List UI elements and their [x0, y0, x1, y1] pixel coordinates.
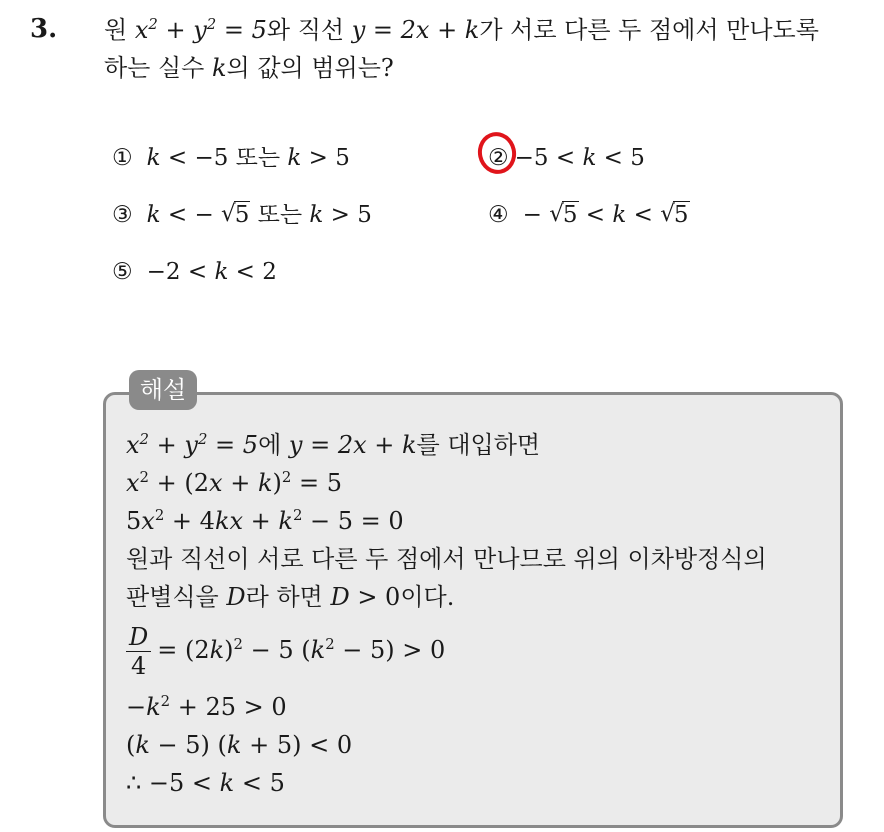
choice-3-mark: ③: [112, 202, 133, 228]
question-stem-line-1: [104, 14, 864, 47]
solution-line-4: 원과 직선이 서로 다른 두 점에서 만나므로 위의 이차방정식의: [126, 545, 767, 573]
solution-line-3: $5x^2 + 4kx + k^2 - 5 = 0$: [126, 506, 404, 535]
solution-line-1-mid: 에: [258, 431, 289, 459]
choice-2-mark: ②: [488, 145, 509, 171]
choice-4-mark: ④: [488, 202, 509, 228]
choice-5-text: −2 < k < 2: [146, 259, 277, 285]
choice-4[interactable]: [488, 200, 690, 230]
variable-k: k: [212, 54, 227, 82]
choice-2-text: −5 < k < 5: [514, 145, 645, 171]
choice-1[interactable]: [112, 143, 350, 173]
stem-text-5: 의 값의 범위는?: [226, 54, 394, 82]
choice-1-text: k < −5 또는 k > 5: [146, 145, 350, 171]
choice-4-text: − √ 5 < k < √ 5: [523, 202, 690, 228]
solution-line-5: 판별식을 D라 하면 D > 0이다.: [126, 583, 455, 611]
stem-text-1: 원: [104, 16, 135, 44]
question-number: 3.: [30, 14, 58, 44]
solution-line-6: $\frac{D}{4}$ = $(2k)^2 - 5$ $(k^2 - 5) > 0$: [126, 620, 445, 680]
solution-line-2: $x^2 + (2x + k)^2 = 5$: [126, 468, 342, 497]
circle-equation: $x^2 + y^2 = 5$: [134, 15, 267, 44]
solution-tag: 해설: [129, 370, 197, 410]
choice-5-mark: ⑤: [112, 259, 133, 285]
choice-3-text: k < − √ 5 또는 k > 5: [147, 202, 372, 228]
solution-line-1-end: 를 대입하면: [416, 431, 541, 459]
choice-5[interactable]: [112, 257, 277, 287]
solution-line-9: ∴ −5 < k < 5: [126, 769, 285, 797]
solution-line-8: (k − 5) (k + 5) < 0: [126, 731, 353, 759]
stem-text-3: 가 서로 다른 두 점에서 만나도록: [479, 16, 819, 44]
fraction-d-over-4: $\frac{D}{4}$: [126, 623, 151, 680]
stem-text-4: 하는 실수: [104, 54, 212, 82]
stem-text-2: 와 직선: [266, 16, 352, 44]
question-stem-line-2: [104, 52, 864, 85]
choice-3[interactable]: [112, 200, 372, 230]
choice-1-mark: ①: [112, 145, 133, 171]
line-equation: y = 2x + k: [351, 16, 480, 44]
solution-line-1: $x^2 + y^2 = 5$에 y = 2x + k를 대입하면: [126, 430, 541, 459]
solution-line-7: $-k^2 + 25 > 0$: [126, 692, 287, 721]
